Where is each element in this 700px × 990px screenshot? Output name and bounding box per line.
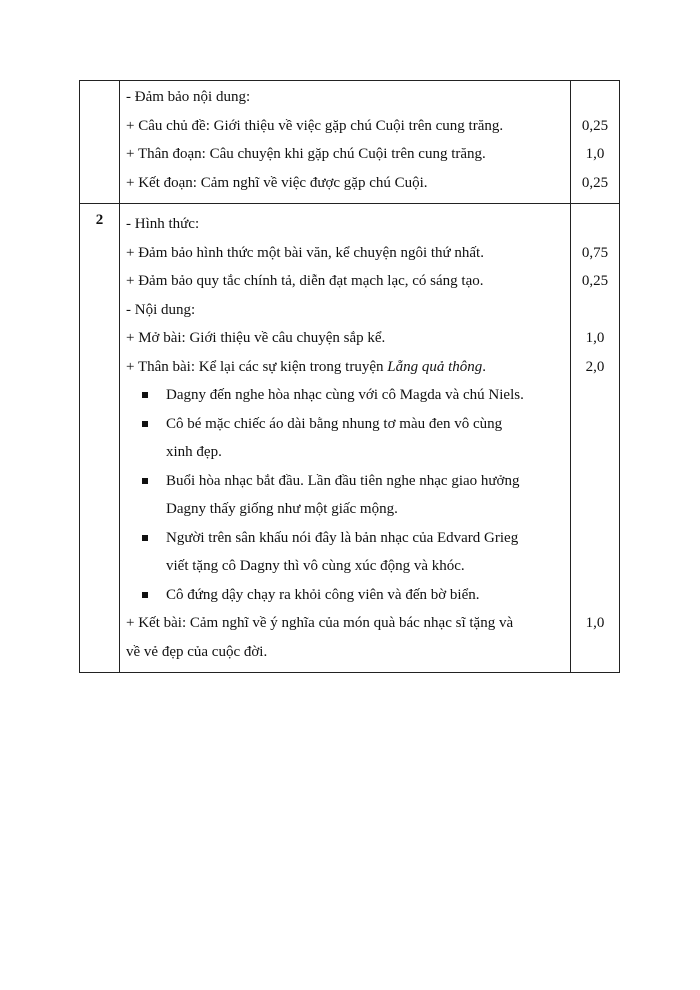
body-suffix: . <box>482 358 486 375</box>
score: 1,0 <box>585 330 605 346</box>
event-text: Cô bé mặc chiếc áo dài bằng nhung tơ màu đen vô cùng <box>166 415 503 432</box>
table-row <box>80 81 620 204</box>
score: 1,0 <box>585 615 605 631</box>
score: 0,25 <box>581 273 609 289</box>
score-blank <box>571 552 619 581</box>
score-blank <box>571 524 619 553</box>
event-text: Cô đứng dậy chạy ra khỏi công viên và đến bờ biển. <box>166 586 480 603</box>
question-number <box>80 81 120 204</box>
event-bullet <box>120 581 570 610</box>
content-line: + Đảm bảo hình thức một bài văn, kể chuyện ngôi thứ nhất. <box>126 244 484 261</box>
content-line: + Kết đoạn: Cảm nghĩ về việc được gặp chú Cuội. <box>126 174 428 191</box>
event-bullet <box>120 524 570 581</box>
score-column <box>571 81 620 204</box>
body-prefix: + Thân bài: Kể lại các sự kiện trong truyện <box>126 358 388 375</box>
story-title: Lẵng quả thông <box>387 358 483 375</box>
content-line: về vẻ đẹp của cuộc đời. <box>126 643 268 660</box>
content-line: - Đảm bảo nội dung: <box>126 89 251 105</box>
content-line: + Kết bài: Cảm nghĩ về ý nghĩa của món quà bác nhạc sĩ tặng và <box>126 615 514 631</box>
event-bullet <box>120 381 570 410</box>
answer-content <box>120 204 571 673</box>
event-text: viết tặng cô Dagny thì vô cùng xúc động và khóc. <box>166 558 465 574</box>
event-text: Người trên sân khấu nói đây là bản nhạc của Edvard Grieg <box>166 529 519 546</box>
score-blank <box>571 210 619 239</box>
score: 0,25 <box>581 174 609 191</box>
content-line: + Mở bài: Giới thiệu về câu chuyện sắp kể. <box>126 330 386 346</box>
event-bullet <box>120 467 570 524</box>
content-heading: - Nội dung: <box>126 301 196 318</box>
form-heading: - Hình thức: <box>126 216 200 232</box>
bullet-square-icon <box>142 392 148 398</box>
score-blank <box>571 495 619 524</box>
score-blank <box>571 467 619 496</box>
bullet-square-icon <box>142 535 148 541</box>
event-text: Dagny thấy giống như một giấc mộng. <box>166 501 398 517</box>
question-number: 2 <box>80 204 120 673</box>
bullet-square-icon <box>142 478 148 484</box>
score-column <box>571 204 620 673</box>
score-blank <box>571 296 619 325</box>
score-blank <box>571 381 619 410</box>
score-blank <box>571 581 619 610</box>
event-text: xinh đẹp. <box>166 444 222 460</box>
body-line <box>120 353 570 382</box>
answer-content <box>120 81 571 204</box>
content-line: + Đảm bảo quy tắc chính tả, diễn đạt mạch lạc, có sáng tạo. <box>126 273 484 289</box>
event-bullet <box>120 410 570 467</box>
score-blank <box>571 438 619 467</box>
score: 0,25 <box>581 117 609 134</box>
score <box>571 83 619 112</box>
content-line: + Thân đoạn: Câu chuyện khi gặp chú Cuội trên cung trăng. <box>126 146 486 162</box>
score-blank <box>571 410 619 439</box>
event-text: Dagny đến nghe hòa nhạc cùng với cô Magda và chú Niels. <box>166 387 524 403</box>
score: 2,0 <box>585 358 605 375</box>
score: 0,75 <box>581 244 609 261</box>
content-line: + Câu chủ đề: Giới thiệu về việc gặp chú Cuội trên cung trăng. <box>126 117 504 134</box>
score: 1,0 <box>585 146 605 162</box>
table-row <box>80 204 620 673</box>
bullet-square-icon <box>142 421 148 427</box>
bullet-square-icon <box>142 592 148 598</box>
event-text: Buổi hòa nhạc bắt đầu. Lần đầu tiên nghe nhạc giao hưởng <box>166 472 520 489</box>
grading-table <box>79 80 620 673</box>
